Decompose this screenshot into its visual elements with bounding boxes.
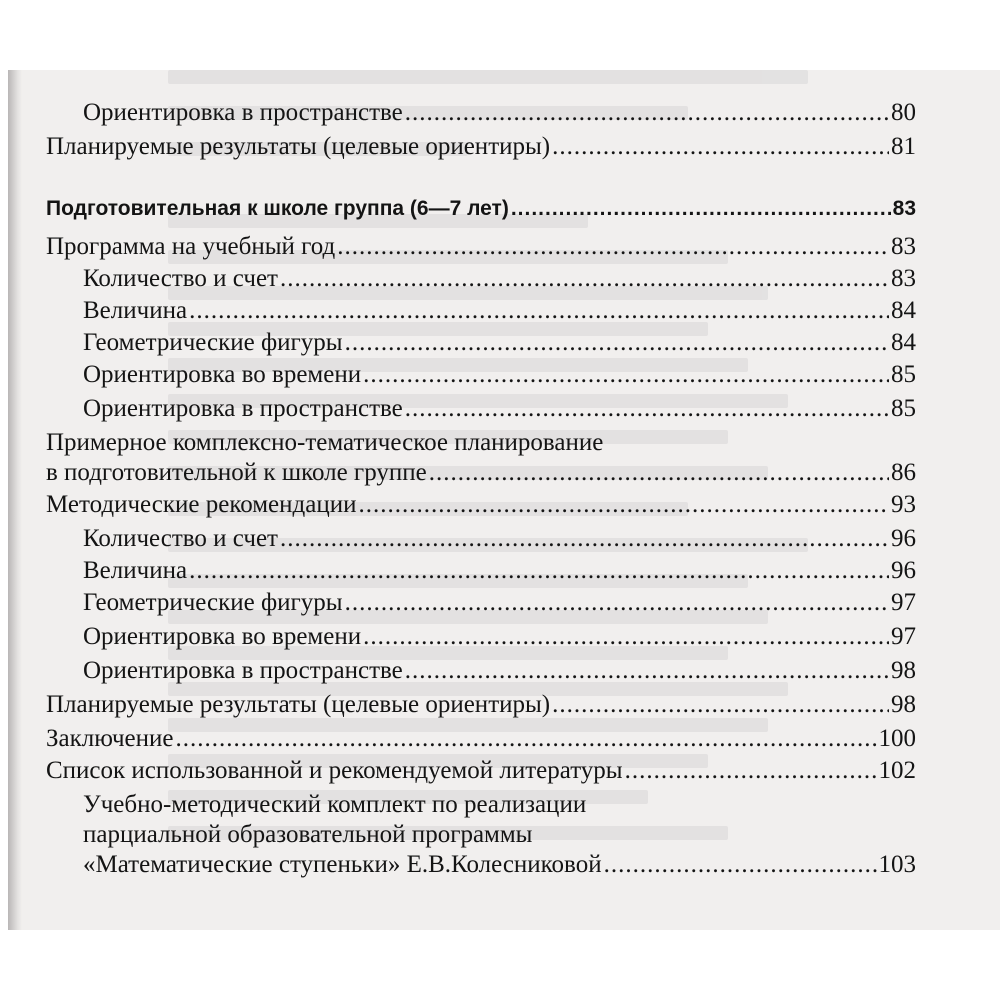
toc-entry: [83, 328, 916, 358]
toc-entry: [46, 756, 916, 786]
toc-entry-title: в подготовительной к школе группе: [46, 459, 427, 486]
dot-leader: [405, 656, 889, 686]
toc-entry-page-number: 97: [891, 623, 916, 650]
dot-leader: [552, 690, 889, 720]
toc-entry-title: Учебно-методический комплект по реализации: [83, 791, 587, 818]
toc-entry-page-number: 83: [892, 197, 916, 220]
toc-entry: [83, 394, 916, 424]
toc-entry-page-number: 97: [891, 589, 916, 616]
toc-entry-page-number: 83: [891, 265, 916, 292]
toc-entry: [46, 490, 916, 520]
toc-entry-title: Список использованной и рекомендуемой литературы: [46, 757, 623, 784]
table-of-contents: [8, 70, 1000, 930]
dot-leader: [189, 296, 889, 326]
toc-entry-title: Величина: [83, 557, 188, 584]
dot-leader: [552, 132, 889, 162]
dot-leader: [363, 360, 889, 390]
toc-entry-page-number: 81: [891, 133, 916, 160]
dot-leader: [625, 756, 877, 786]
toc-entry-title: Программа на учебный год: [46, 233, 336, 260]
toc-entry-page-number: 93: [891, 491, 916, 518]
toc-entry-page-number: 85: [891, 395, 916, 422]
dot-leader: [429, 458, 889, 488]
dot-leader: [405, 394, 889, 424]
toc-entry: [83, 622, 916, 652]
toc-entry-title: Ориентировка в пространстве: [83, 99, 403, 126]
toc-entry-title: Планируемые результаты (целевые ориентиры): [46, 691, 551, 718]
toc-entry-title: Количество и счет: [83, 265, 278, 292]
toc-entry: [46, 194, 916, 224]
toc-entry-title: Подготовительная к школе группа (6—7 лет): [46, 197, 509, 220]
toc-entry-page-number: 96: [891, 525, 916, 552]
toc-entry: [83, 524, 916, 554]
toc-entry-title: Ориентировка во времени: [83, 623, 362, 650]
dot-leader: [280, 264, 889, 294]
toc-entry-title: Методические рекомендации: [46, 491, 357, 518]
toc-entry: [46, 132, 916, 162]
toc-entry: [46, 690, 916, 720]
toc-entry: [46, 232, 916, 262]
toc-entry-title: Ориентировка в пространстве: [83, 657, 403, 684]
dot-leader: [176, 724, 877, 754]
dot-leader: [363, 622, 889, 652]
dot-leader: [345, 328, 889, 358]
toc-entry-page-number: 84: [891, 297, 916, 324]
dot-leader: [405, 98, 889, 128]
toc-entry-page-number: 83: [891, 233, 916, 260]
toc-entry-title: Примерное комплексно-тематическое планирование: [46, 429, 604, 456]
dot-leader: [337, 232, 889, 262]
dot-leader: [511, 194, 891, 224]
toc-entry: [83, 264, 916, 294]
toc-entry-title: Планируемые результаты (целевые ориентиры): [46, 133, 551, 160]
toc-entry-title: Геометрические фигуры: [83, 329, 343, 356]
toc-entry-title: Геометрические фигуры: [83, 589, 343, 616]
toc-entry-page-number: 86: [891, 459, 916, 486]
dot-leader: [345, 588, 889, 618]
toc-entry-title: Ориентировка во времени: [83, 361, 362, 388]
toc-entry: [83, 360, 916, 390]
toc-entry-page-number: 103: [878, 851, 916, 878]
toc-entry: [83, 98, 916, 128]
toc-entry-title: «Математические ступеньки» Е.В.Колесниковой: [83, 851, 602, 878]
book-page: [8, 70, 1000, 930]
toc-entry-page-number: 80: [891, 99, 916, 126]
toc-entry: [83, 556, 916, 586]
toc-entry: [46, 428, 916, 488]
toc-entry-title: Ориентировка в пространстве: [83, 395, 403, 422]
toc-entry: [46, 724, 916, 754]
toc-entry-page-number: 85: [891, 361, 916, 388]
toc-entry-page-number: 98: [891, 691, 916, 718]
toc-entry-title: Количество и счет: [83, 525, 278, 552]
dot-leader: [280, 524, 889, 554]
toc-entry-page-number: 84: [891, 329, 916, 356]
dot-leader: [189, 556, 889, 586]
toc-entry-page-number: 98: [891, 657, 916, 684]
toc-entry: [83, 790, 916, 880]
toc-entry: [83, 588, 916, 618]
toc-entry: [83, 296, 916, 326]
toc-entry-page-number: 96: [891, 557, 916, 584]
toc-entry-title: Величина: [83, 297, 188, 324]
dot-leader: [358, 490, 889, 520]
toc-entry-page-number: 100: [878, 725, 916, 752]
toc-entry-page-number: 102: [878, 757, 916, 784]
toc-entry-title: Заключение: [46, 725, 174, 752]
dot-leader: [604, 850, 877, 880]
toc-entry-title: парциальной образовательной программы: [83, 821, 533, 848]
toc-entry: [83, 656, 916, 686]
